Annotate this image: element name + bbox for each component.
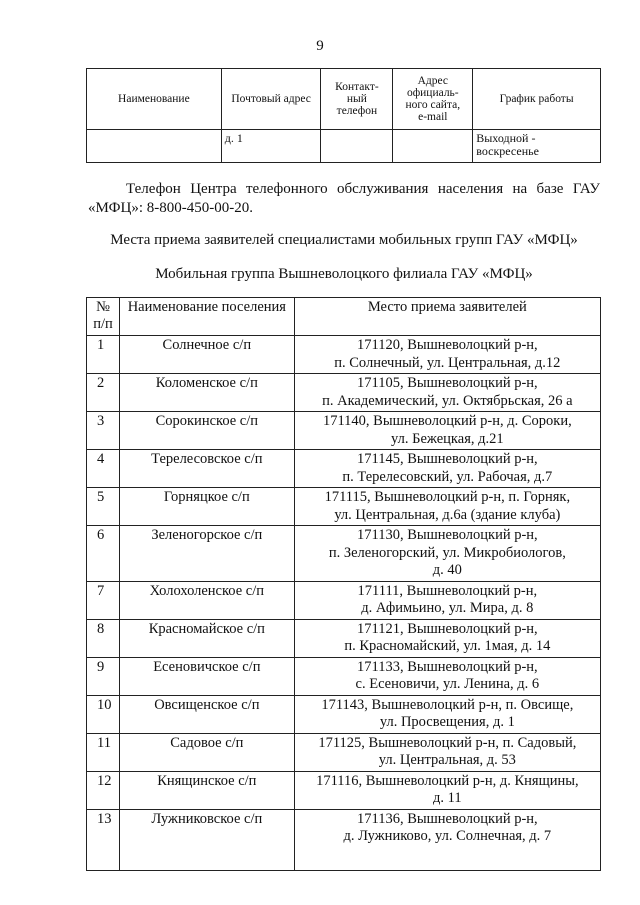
settlement-name: Есеновичское с/п [119, 657, 294, 695]
row-number: 8 [87, 619, 120, 657]
row-number: 5 [87, 488, 120, 526]
row-number: 7 [87, 581, 120, 619]
cell-phone [321, 130, 393, 163]
reception-address: 171115, Вышневолоцкий р-н, п. Горняк, ул. Центральная, д.6а (здание клуба) [294, 488, 600, 526]
settlement-name: Зеленогорское с/п [119, 526, 294, 582]
row-number: 9 [87, 657, 120, 695]
settlement-name: Солнечное с/п [119, 336, 294, 374]
settlement-name: Сорокинское с/п [119, 412, 294, 450]
table-row [87, 488, 601, 526]
reception-address: 171121, Вышневолоцкий р-н, п. Красномайский, ул. 1мая, д. 14 [294, 619, 600, 657]
cell-website [393, 130, 473, 163]
row-number: 10 [87, 695, 120, 733]
table-row [87, 412, 601, 450]
row-number: 3 [87, 412, 120, 450]
table-row [87, 771, 601, 809]
reception-address: 171145, Вышневолоцкий р-н, п. Терелесовский, ул. Рабочая, д.7 [294, 450, 600, 488]
row-number: 4 [87, 450, 120, 488]
table-row [87, 336, 601, 374]
table-row [87, 809, 601, 870]
settlement-name: Садовое с/п [119, 733, 294, 771]
header-website: Адрес официаль- ного сайта, e-mail [393, 69, 473, 130]
table-row [87, 733, 601, 771]
table-row [87, 657, 601, 695]
page-number: 9 [316, 38, 324, 54]
heading-branch: Мобильная группа Вышневолоцкого филиала ГАУ «МФЦ» [155, 266, 533, 282]
table-row [87, 526, 601, 582]
row-number: 13 [87, 809, 120, 870]
cell-schedule: Выходной - воскресенье [473, 130, 601, 163]
reception-address: 171130, Вышневолоцкий р-н, п. Зеленогорский, ул. Микробиологов, д. 40 [294, 526, 600, 582]
reception-address: 171133, Вышневолоцкий р-н, с. Есеновичи, ул. Ленина, д. 6 [294, 657, 600, 695]
settlement-name: Холохоленское с/п [119, 581, 294, 619]
table-row [87, 581, 601, 619]
reception-address: 171140, Вышневолоцкий р-н, д. Сороки, ул. Бежецкая, д.21 [294, 412, 600, 450]
header-schedule: График работы [473, 69, 601, 130]
table-row [87, 619, 601, 657]
reception-address: 171105, Вышневолоцкий р-н, п. Академический, ул. Октябрьская, 26 а [294, 374, 600, 412]
settlement-name: Красномайское с/п [119, 619, 294, 657]
row-number: 2 [87, 374, 120, 412]
reception-address: 171120, Вышневолоцкий р-н, п. Солнечный, ул. Центральная, д.12 [294, 336, 600, 374]
row-number: 6 [87, 526, 120, 582]
reception-address: 171136, Вышневолоцкий р-н, д. Лужниково, ул. Солнечная, д. 7 [294, 809, 600, 870]
settlement-name: Терелесовское с/п [119, 450, 294, 488]
header-name: Наименование [87, 69, 222, 130]
settlement-name: Княщинское с/п [119, 771, 294, 809]
phone-paragraph: Телефон Центра телефонного обслуживания населения на базе ГАУ «МФЦ»: 8-800-450-00-20. [88, 181, 600, 216]
header-phone: Контакт- ный телефон [321, 69, 393, 130]
settlement-name: Коломенское с/п [119, 374, 294, 412]
settlement-name: Горняцкое с/п [119, 488, 294, 526]
row-number: 12 [87, 771, 120, 809]
row-number: 1 [87, 336, 120, 374]
reception-address: 171125, Вышневолоцкий р-н, п. Садовый, ул. Центральная, д. 53 [294, 733, 600, 771]
heading-mobile-groups: Места приема заявителей специалистами мобильных групп ГАУ «МФЦ» [110, 232, 578, 248]
table-row [87, 374, 601, 412]
table-row [87, 450, 601, 488]
settlement-name: Лужниковское с/п [119, 809, 294, 870]
table-row [87, 130, 601, 163]
settlement-name: Овсищенское с/п [119, 695, 294, 733]
reception-address: 171111, Вышневолоцкий р-н, д. Афимьино, ул. Мира, д. 8 [294, 581, 600, 619]
table-row [87, 695, 601, 733]
header-settlement: Наименование поселения [119, 298, 294, 336]
mobile-group-table [86, 297, 601, 871]
header-reception-place: Место приема заявителей [294, 298, 600, 336]
row-number: 11 [87, 733, 120, 771]
reception-address: 171116, Вышневолоцкий р-н, д. Княщины, д. 11 [294, 771, 600, 809]
cell-postal-address: д. 1 [221, 130, 321, 163]
header-postal-address: Почтовый адрес [221, 69, 321, 130]
header-number: № п/п [87, 298, 120, 336]
reception-address: 171143, Вышневолоцкий р-н, п. Овсище, ул. Просвещения, д. 1 [294, 695, 600, 733]
contact-table-continuation [86, 68, 601, 163]
cell-name [87, 130, 222, 163]
